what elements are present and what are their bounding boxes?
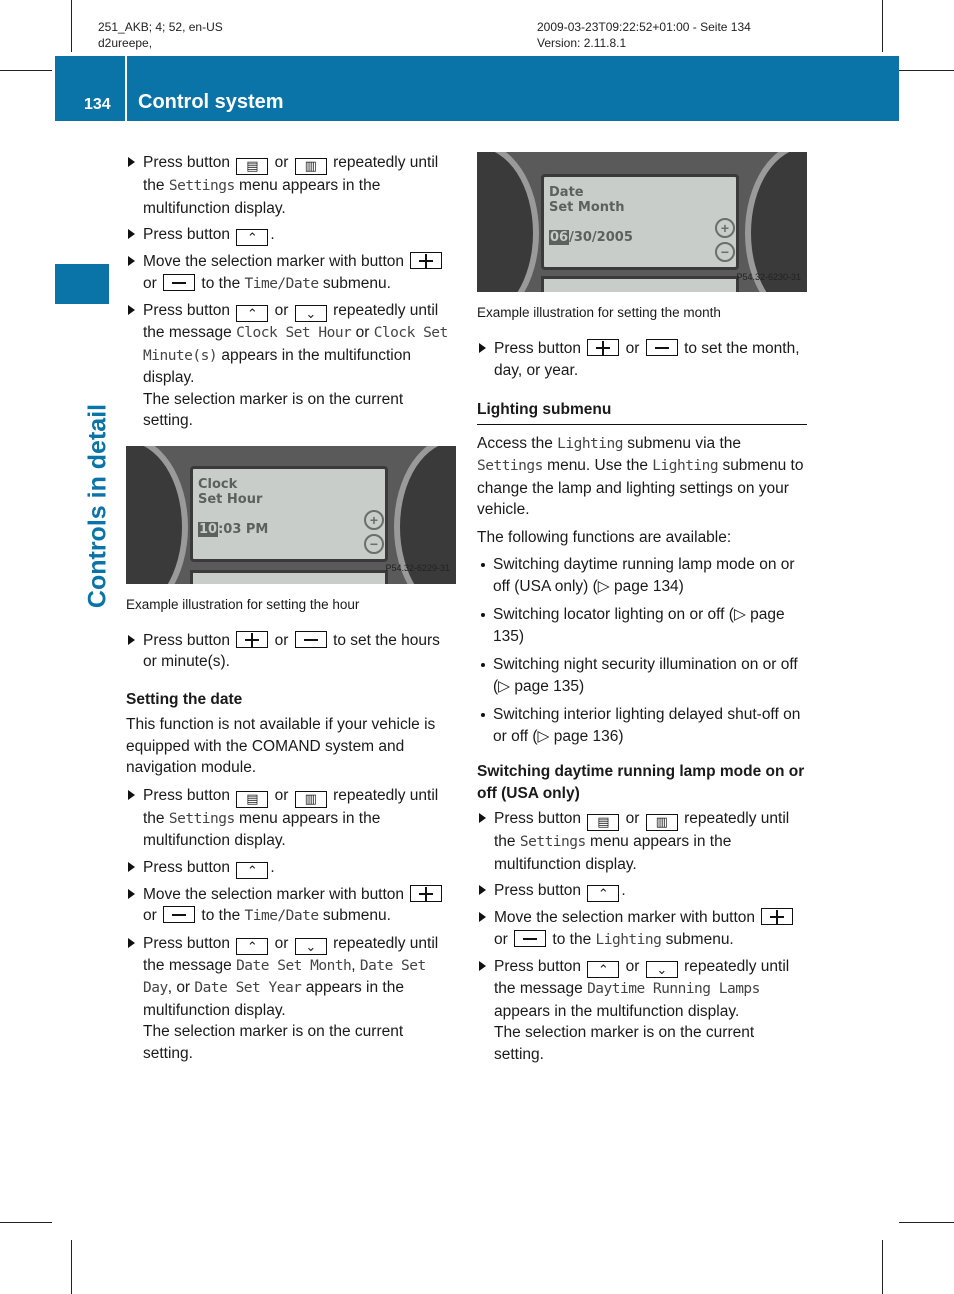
- step-text: the: [143, 177, 165, 194]
- step-text: appears in the multifunction display.: [143, 346, 411, 386]
- step-text: repeatedly until: [333, 786, 439, 804]
- step-text: The selection marker is on the current setting.: [143, 390, 404, 429]
- step-text: or: [274, 154, 289, 171]
- meta-line: Version: 2.11.8.1: [537, 36, 627, 50]
- display-text: Date Set Year: [194, 980, 302, 996]
- display-line: Set Hour: [198, 491, 263, 507]
- subheading-lighting: Lighting submenu: [477, 399, 807, 425]
- step-text: menu appears in the multifunction display.: [143, 809, 381, 849]
- crop-mark: [899, 1222, 954, 1223]
- step-text: or: [274, 302, 289, 319]
- step-arrow-icon: [479, 813, 486, 823]
- step-text: Press button: [494, 958, 582, 975]
- print-meta-left: [98, 19, 223, 51]
- display-value: [549, 227, 633, 249]
- step-text: or: [274, 631, 289, 649]
- print-meta-right: [537, 19, 751, 51]
- display-text: Time/Date: [244, 908, 319, 924]
- step-text: or: [143, 907, 157, 924]
- display-text: Settings: [168, 178, 235, 194]
- step-text: Press button: [143, 934, 231, 952]
- step-text: to the: [201, 274, 241, 292]
- minus-circle-icon: −: [715, 242, 735, 262]
- crop-mark: [882, 0, 883, 52]
- trip-display-key-icon: ▤: [587, 814, 619, 831]
- display-line: Clock: [198, 476, 238, 492]
- instruction-step: [126, 152, 456, 219]
- subheading-setting-date: Setting the date: [126, 690, 243, 708]
- right-column: [477, 152, 807, 1070]
- step-text: submenu.: [665, 930, 734, 948]
- display-line: Date: [549, 185, 584, 200]
- display-text: Settings: [477, 458, 543, 474]
- instruction-step: [126, 630, 456, 673]
- minus-circle-icon: −: [364, 534, 384, 554]
- step-arrow-icon: [479, 912, 486, 922]
- paragraph-text: menu. Use the: [547, 457, 648, 474]
- illustration-set-month: [477, 152, 807, 292]
- instruction-step: [126, 857, 456, 879]
- instruction-step: [477, 956, 807, 1065]
- step-text: Press button: [494, 882, 582, 899]
- step-text: to the: [552, 930, 592, 948]
- step-arrow-icon: [479, 885, 486, 895]
- display-text: Settings: [519, 834, 586, 850]
- display-text: Lighting: [557, 435, 623, 452]
- list-item-text: Switching daytime running lamp mode on or off (USA only) (▷ page 134): [493, 556, 795, 595]
- reset-key-icon: ▥: [646, 814, 678, 831]
- step-arrow-icon: [128, 305, 135, 315]
- bullet-icon: [481, 663, 485, 667]
- instruction-step: [126, 251, 456, 295]
- plus-key-icon: [410, 885, 442, 902]
- minus-key-icon: [646, 339, 678, 356]
- up-arrow-key-icon: ⌃: [236, 229, 268, 246]
- down-arrow-key-icon: ⌄: [295, 938, 327, 955]
- step-text: Press button: [143, 154, 231, 171]
- display-text: Daytime Running Lamps: [587, 981, 760, 997]
- instruction-step: [477, 808, 807, 875]
- step-arrow-icon: [128, 635, 135, 645]
- illustration-set-hour: [126, 446, 456, 584]
- display-text: Settings: [168, 810, 235, 827]
- up-arrow-key-icon: ⌃: [236, 862, 268, 879]
- step-text: The selection marker is on the current setting.: [143, 1023, 404, 1062]
- step-text: menu appears in the multifunction display.: [143, 177, 381, 217]
- list-item: [477, 704, 807, 747]
- meta-line: 2009-03-23T09:22:52+01:00 - Seite 134: [537, 20, 751, 34]
- selected-value: 06: [550, 230, 569, 245]
- crop-mark: [0, 1222, 52, 1223]
- plus-key-icon: [236, 631, 268, 648]
- paragraph: This function is not available if your vehicle is equipped with the COMAND system and navigation module.: [126, 716, 436, 776]
- step-text: repeatedly until the message: [143, 934, 439, 974]
- instruction-step: [126, 933, 456, 1065]
- list-item-text: Switching night security illumination on or off (▷ page 135): [493, 656, 798, 695]
- bullet-icon: [481, 713, 485, 717]
- list-item: [477, 554, 807, 597]
- up-arrow-key-icon: ⌃: [587, 885, 619, 902]
- step-text: to set the hours or minute(s).: [143, 631, 440, 670]
- display-value: [198, 519, 268, 541]
- reset-key-icon: ▥: [295, 791, 327, 808]
- step-arrow-icon: [479, 343, 486, 353]
- illustration-caption: Example illustration for setting the hour: [126, 596, 360, 612]
- value-rest: /30/2005: [569, 230, 633, 245]
- step-text: submenu.: [322, 907, 391, 924]
- illustration-code: P54.32-6229-31: [385, 563, 450, 573]
- step-text: Press button: [494, 810, 582, 827]
- list-item: [477, 604, 807, 647]
- plus-key-icon: [410, 252, 442, 269]
- instruction-step: [477, 880, 807, 902]
- illustration-caption: Example illustration for setting the month: [477, 305, 721, 320]
- plus-key-icon: [761, 908, 793, 925]
- step-text: or: [274, 934, 289, 952]
- plus-circle-icon: +: [715, 218, 735, 238]
- step-text: Move the selection marker with button: [143, 885, 405, 903]
- step-text: Move the selection marker with button: [494, 909, 756, 926]
- section-title: Control system: [138, 91, 284, 113]
- step-text: the: [143, 809, 165, 827]
- paragraph-text: Access the: [477, 434, 553, 452]
- header-divider: [125, 56, 127, 121]
- gauge: [477, 152, 539, 292]
- minus-key-icon: [295, 631, 327, 648]
- lower-display: [190, 570, 388, 584]
- left-column: [126, 152, 456, 1069]
- crop-mark: [71, 1240, 72, 1294]
- illustration-code: P54.32-6230-31: [736, 271, 801, 282]
- side-label-text: Controls in detail: [83, 403, 112, 609]
- step-text: the: [494, 833, 516, 850]
- step-text: submenu.: [322, 274, 391, 292]
- step-arrow-icon: [128, 862, 135, 872]
- reset-key-icon: ▥: [295, 158, 327, 175]
- step-text: The selection marker is on the current setting.: [494, 1024, 755, 1063]
- trip-display-key-icon: ▤: [236, 158, 268, 175]
- minus-key-icon: [514, 930, 546, 947]
- step-text: appears in the multifunction display.: [143, 979, 404, 1019]
- crop-mark: [71, 0, 72, 52]
- display-text: Time/Date: [244, 275, 319, 292]
- step-text: .: [621, 882, 626, 899]
- step-text: Press button: [143, 858, 231, 876]
- trip-display-key-icon: ▤: [236, 791, 268, 808]
- step-arrow-icon: [128, 157, 135, 167]
- list-item-text: Switching interior lighting delayed shut-off on or off (▷ page 136): [493, 706, 801, 745]
- step-text: .: [270, 226, 275, 243]
- step-text: Press button: [494, 340, 582, 357]
- step-text: repeatedly until: [684, 810, 790, 827]
- bullet-icon: [481, 563, 485, 567]
- step-text: Press button: [143, 631, 231, 649]
- display-text: Clock Set Hour: [236, 325, 352, 341]
- side-tab: [55, 264, 109, 304]
- step-text: repeatedly until: [333, 154, 439, 171]
- subheading-drl: Switching daytime running lamp mode on or off (USA only): [477, 763, 805, 802]
- meta-line: d2ureepe,: [98, 36, 153, 50]
- step-arrow-icon: [128, 889, 135, 899]
- crop-mark: [899, 70, 954, 71]
- minus-key-icon: [163, 906, 195, 923]
- step-arrow-icon: [128, 256, 135, 266]
- instruction-step: [126, 785, 456, 852]
- step-arrow-icon: [128, 938, 135, 948]
- display-text: Clock Set Minute(s): [143, 325, 448, 364]
- instruction-step: [126, 884, 456, 928]
- plus-key-icon: [587, 339, 619, 356]
- paragraph: [477, 433, 807, 521]
- step-text: Press button: [143, 302, 231, 319]
- step-text: or: [274, 786, 289, 804]
- step-arrow-icon: [479, 961, 486, 971]
- step-text: to the: [201, 907, 241, 924]
- step-text: to set the month, day, or year.: [494, 340, 800, 379]
- bullet-icon: [481, 613, 485, 617]
- step-text: or: [625, 340, 640, 357]
- step-text: appears in the multifunction display.: [494, 1002, 740, 1020]
- paragraph-text: submenu via the: [627, 434, 742, 452]
- minus-key-icon: [163, 274, 195, 291]
- step-text: or: [143, 274, 157, 292]
- plus-circle-icon: +: [364, 510, 384, 530]
- value-rest: :03 PM: [218, 521, 269, 537]
- list-item: [477, 654, 807, 697]
- crop-mark: [882, 1240, 883, 1294]
- page-number: 134: [84, 96, 111, 113]
- step-text: or: [625, 958, 640, 975]
- step-arrow-icon: [128, 229, 135, 239]
- selected-value: 10: [199, 521, 218, 537]
- step-text: menu appears in the multifunction display.: [494, 833, 732, 873]
- up-arrow-key-icon: ⌃: [236, 305, 268, 322]
- step-text: Press button: [143, 786, 231, 804]
- step-text: Press button: [143, 226, 231, 243]
- meta-line: 251_AKB; 4; 52, en-US: [98, 20, 223, 34]
- instruction-step: [477, 338, 807, 381]
- step-text: repeatedly until the message: [143, 302, 439, 341]
- step-text: repeatedly until the message: [494, 958, 790, 997]
- display-line: Set Month: [549, 200, 625, 215]
- display-text: Date Set Day: [143, 957, 426, 996]
- paragraph: The following functions are available:: [477, 528, 732, 546]
- crop-mark: [0, 70, 52, 71]
- instruction-step: [126, 300, 456, 432]
- up-arrow-key-icon: ⌃: [587, 961, 619, 978]
- step-text: or: [625, 810, 640, 827]
- step-arrow-icon: [128, 790, 135, 800]
- lower-display: [541, 276, 739, 292]
- paragraph-text: submenu to change the lamp and lighting settings on your vehicle.: [477, 457, 804, 518]
- down-arrow-key-icon: ⌄: [295, 305, 327, 322]
- step-text: Move the selection marker with button: [143, 253, 405, 270]
- up-arrow-key-icon: ⌃: [236, 938, 268, 955]
- instruction-step: [477, 907, 807, 951]
- step-text: ,: [351, 956, 356, 974]
- step-text: or: [494, 930, 508, 948]
- instruction-step: [126, 224, 456, 246]
- display-text: Date Set Month: [236, 957, 352, 974]
- list-item-text: Switching locator lighting on or off (▷ page 135): [493, 606, 785, 645]
- step-text: or: [355, 324, 370, 341]
- step-text: , or: [167, 979, 191, 996]
- display-text: Lighting: [652, 458, 719, 474]
- step-text: .: [270, 858, 275, 876]
- gauge: [126, 446, 188, 584]
- display-text: Lighting: [595, 931, 662, 948]
- down-arrow-key-icon: ⌄: [646, 961, 678, 978]
